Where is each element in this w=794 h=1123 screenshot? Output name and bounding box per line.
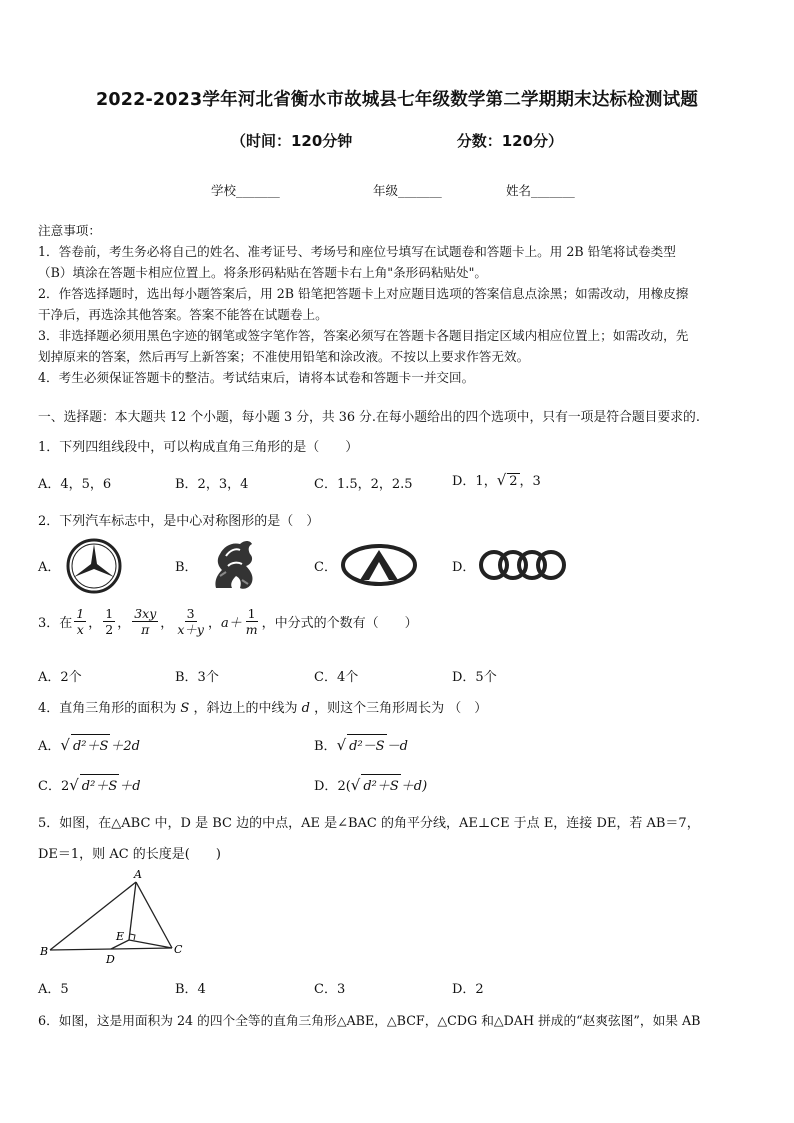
question-1-stem: 1．下列四组线段中，可以构成直角三角形的是（ ）: [38, 440, 359, 455]
notes-line: 1．答卷前，考生务必将自己的姓名、准考证号、考场号和座位号填写在试题卷和答题卡上。用 2B 铅笔将试卷类型: [38, 244, 676, 259]
notes-line: 划掉原来的答案，然后再写上新答案；不准使用铅笔和涂改液。不按以上要求作答无效。: [38, 349, 530, 364]
name-field: 姓名_______: [506, 183, 575, 198]
notes-block: [38, 220, 688, 388]
q1-option-a: A．4，5，6: [38, 477, 112, 492]
q2-option-c-label: C．: [314, 560, 337, 575]
q1-option-d: D．1，√ 2 ，3: [452, 471, 541, 489]
grade-field: 年级_______: [373, 183, 442, 198]
q3-expr-5-prefix: a＋: [220, 616, 242, 631]
q3-fraction-1: $\frac{1}{x}$: [76, 606, 85, 637]
q5-option-c: C．3: [314, 982, 346, 997]
q3-suffix: ，中分式的个数有（ ）: [261, 616, 418, 631]
exam-time-score: （时间：120分钟 分数：120分）: [230, 132, 564, 150]
notes-line: 4．考生必须保证答题卡的整洁。考试结束后，请将本试卷和答题卡一并交回。: [38, 370, 475, 385]
q3-option-d: D．5个: [452, 670, 497, 685]
triangle-abc-figure: [36, 868, 196, 968]
q3-prefix: 3．在: [38, 616, 73, 631]
q1-option-b: B．2，3，4: [175, 477, 249, 492]
q5-option-b: B．4: [175, 982, 206, 997]
q3-option-a: A．2个: [38, 670, 82, 685]
q4-option-b: B．√ d²－S －d: [314, 736, 408, 754]
q5-option-a: A．5: [38, 982, 69, 997]
q1-option-c: C．1.5，2，2.5: [314, 477, 413, 492]
notes-line: 干净后，再选涂其他答案。答案不能答在试题卷上。: [38, 307, 328, 322]
point-d-label: D: [106, 953, 115, 966]
q1-d-suffix: ，3: [519, 474, 541, 489]
q1-d-prefix: D．1，: [452, 474, 497, 489]
q2-option-b-label: B．: [175, 560, 198, 575]
infiniti-logo-icon: [340, 542, 418, 588]
section-heading: 一、选择题：本大题共 12 个小题，每小题 3 分，共 36 分.在每小题给出的四个选项中，只有一项是符合题目要求的.: [38, 410, 700, 425]
q3-fraction-5: $\frac{1}{m}$: [245, 606, 258, 637]
q2-option-d-label: D．: [452, 560, 476, 575]
question-2-stem: 2．下列汽车标志中，是中心对称图形的是（ ）: [38, 514, 320, 529]
mercedes-logo-icon: [64, 537, 124, 595]
q3-fraction-4: $\frac{3}{x+y}$: [177, 606, 204, 637]
q3-fraction-2: $\frac{1}{2}$: [105, 606, 114, 637]
school-field: 学校_______: [211, 183, 280, 198]
peugeot-lion-logo-icon: [206, 536, 262, 592]
q4-area-symbol: S: [180, 701, 190, 716]
question-3-stem: 3．在 $\frac{1}{x}$ ， $\frac{1}{2}$ ， $\frac{3xy}{\pi}$ ， $\frac{3}{x+y}$ ， a＋ $\frac{1}{m}$ ，中分式的个数有（ ）: [38, 606, 418, 637]
q3-fraction-3: $\frac{3xy}{\pi}$: [134, 606, 157, 637]
notes-line: 3．非选择题必须用黑色字迹的钢笔或签字笔作答，答案必须写在答题卡各题目指定区域内相应位置上；如需改动，先: [38, 328, 689, 343]
question-4-stem: 4．直角三角形的面积为 S ，斜边上的中线为 d ，则这个三角形周长为 （ ）: [38, 701, 488, 716]
notes-line: （B）填涂在答题卡相应位置上。将条形码粘贴在答题卡右上角"条形码粘贴处"。: [38, 265, 488, 280]
q4-option-c: C．2√ d²＋S ＋d: [38, 776, 141, 794]
vertex-b-label: B: [40, 945, 49, 958]
vertex-c-label: C: [174, 943, 183, 956]
q2-option-a-label: A．: [38, 560, 61, 575]
q3-option-c: C．4个: [314, 670, 359, 685]
q3-option-b: B．3个: [175, 670, 219, 685]
question-6-line-1: 6．如图，这是用面积为 24 的四个全等的直角三角形△ABE，△BCF，△CDG 和△DAH 拼成的“赵爽弦图”，如果 AB: [38, 1013, 701, 1028]
q5-option-d: D．2: [452, 982, 484, 997]
question-5-line-1: 5．如图，在△ABC 中，D 是 BC 边的中点，AE 是∠BAC 的角平分线，AE⊥CE 于点 E，连接 DE，若 AB＝7，: [38, 816, 700, 831]
page-title: 2022-2023学年河北省衡水市故城县七年级数学第二学期期末达标检测试题: [95, 90, 699, 110]
q1-d-radicand: 2: [509, 474, 518, 489]
q4-option-d: D．2(√ d²＋S ＋d): [314, 776, 428, 794]
audi-rings-logo-icon: [478, 547, 566, 583]
q4-option-a: A．√ d²＋S ＋2d: [38, 736, 140, 754]
point-e-label: E: [116, 930, 125, 943]
question-5-line-2: DE＝1，则 AC 的长度是( ): [38, 847, 221, 862]
q4-median-symbol: d: [301, 701, 310, 716]
notes-heading: 注意事项：: [38, 223, 101, 238]
vertex-a-label: A: [134, 868, 142, 881]
notes-line: 2．作答选择题时，选出每小题答案后，用 2B 铅笔把答题卡上对应题目选项的答案信息点涂黑；如需改动，用橡皮擦: [38, 286, 689, 301]
